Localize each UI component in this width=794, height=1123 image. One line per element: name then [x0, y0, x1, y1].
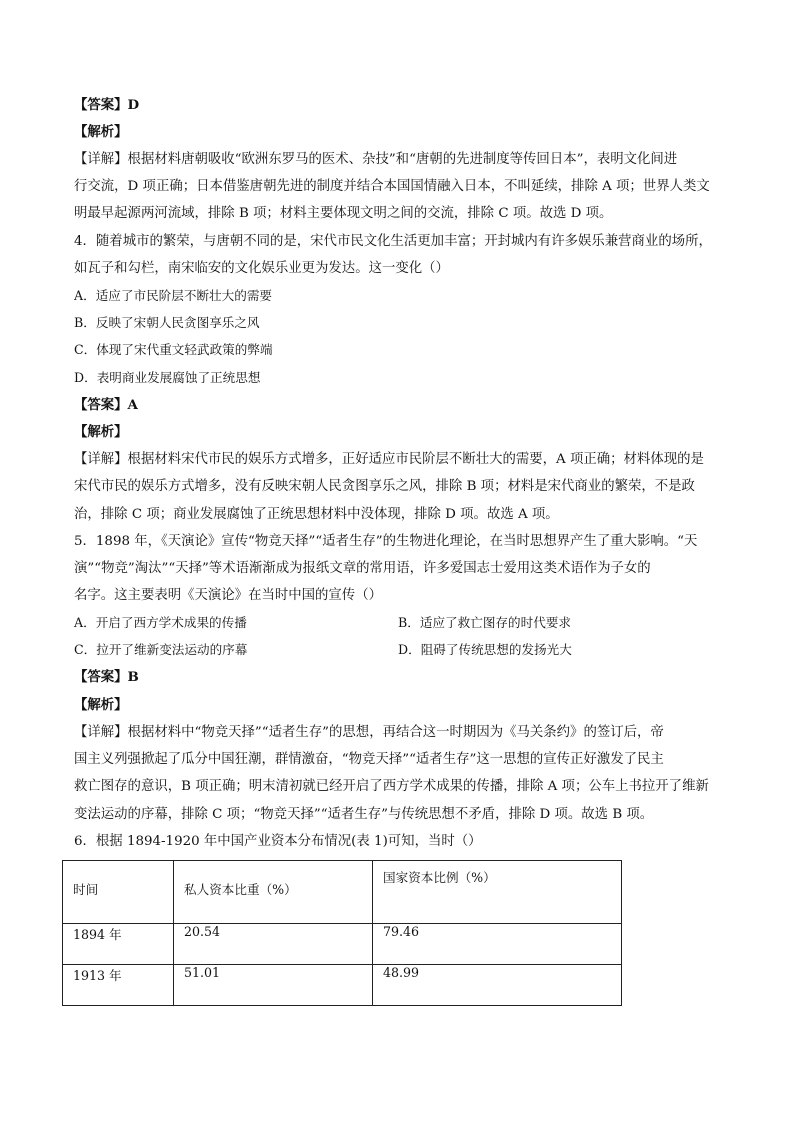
table-header-cell: 时间 — [63, 861, 174, 924]
table-header-cell: 私人资本比重（%） — [174, 861, 373, 924]
table-cell: 1894 年 — [63, 924, 174, 965]
q5-option-a: A．开启了西方学术成果的传播 — [74, 615, 247, 630]
capital-distribution-table — [62, 860, 622, 1006]
table-row — [63, 965, 622, 1006]
table-cell: 48.99 — [373, 965, 622, 1006]
q3-analysis-label: 【解析】 — [74, 124, 128, 140]
table-cell: 79.46 — [373, 924, 622, 965]
q5-option-b: B．适应了救亡图存的时代要求 — [398, 615, 571, 630]
q5-stem-line: 演”“物竞”淘汰”“天择”等术语渐渐成为报纸文章的常用语，许多爱国志士爱用这类术语作为子女的 — [74, 561, 651, 576]
q4-option-d: D．表明商业发展腐蚀了正统思想 — [74, 370, 261, 385]
q5-option-c: C．拉开了维新变法运动的序幕 — [74, 642, 248, 657]
q5-detail-line: 救亡图存的意识，B 项正确；明末清初就已经开启了西方学术成果的传播，排除 A 项；公车上书拉开了维新 — [74, 779, 709, 794]
q5-detail-line: 国主义列强掀起了瓜分中国狂潮，群情激奋，“物竞天择”“适者生存”这一思想的宣传正好激发了民主 — [74, 752, 664, 767]
table-header-cell: 国家资本比例（%） — [373, 861, 622, 924]
q4-detail-line: 【详解】根据材料宋代市民的娱乐方式增多，正好适应市民阶层不断壮大的需要，A 项正确；材料体现的是 — [74, 452, 704, 467]
q4-stem-line: 如瓦子和勾栏，南宋临安的文化娱乐业更为发达。这一变化（） — [74, 261, 449, 276]
table-cell: 51.01 — [174, 965, 373, 1006]
table-header-row — [63, 861, 622, 924]
q3-detail-line: 【详解】根据材料唐朝吸收“欧洲东罗马的医术、杂技”和“唐朝的先进制度等传回日本”，表明文化间进 — [74, 152, 678, 167]
q5-stem-line: 5．1898 年，《天演论》宣传“物竞天择”“适者生存”的生物进化理论，在当时思想界产生了重大影响。“天 — [74, 534, 698, 549]
q5-detail-line: 变法运动的序幕，排除 C 项；“物竞天择”“适者生存”与传统思想不矛盾，排除 D 项。故选 B 项。 — [74, 807, 654, 822]
q5-detail-line: 【详解】根据材料中“物竞天择”“适者生存”的思想，再结合这一时期因为《马关条约》的签订后，帝 — [74, 725, 664, 740]
q4-option-b: B．反映了宋朝人民贪图享乐之风 — [74, 315, 260, 330]
table-cell: 20.54 — [174, 924, 373, 965]
table-cell: 1913 年 — [63, 965, 174, 1006]
q5-option-d: D．阻碍了传统思想的发扬光大 — [398, 642, 572, 657]
q5-stem-line: 名字。这主要表明《天演论》在当时中国的宣传（） — [74, 588, 382, 603]
q4-stem-line: 4．随着城市的繁荣，与唐朝不同的是，宋代市民文化生活更加丰富；开封城内有许多娱乐兼营商业的场所， — [74, 234, 712, 249]
q5-answer: 【答案】B — [74, 669, 139, 685]
q6-stem: 6．根据 1894-1920 年中国产业资本分布情况(表 1)可知，当时（） — [74, 834, 482, 849]
q4-option-c: C．体现了宋代重文轻武政策的弊端 — [74, 342, 273, 357]
q3-detail-line: 行交流，D 项正确；日本借鉴唐朝先进的制度并结合本国国情融入日本，不叫延续，排除 A 项；世界人类文 — [74, 179, 710, 194]
table-row — [63, 924, 622, 965]
q3-answer: 【答案】D — [74, 97, 140, 113]
q4-answer: 【答案】A — [74, 397, 138, 413]
q3-detail-line: 明最早起源两河流域，排除 B 项；材料主要体现文明之间的交流，排除 C 项。故选 D 项。 — [74, 206, 613, 221]
q5-analysis-label: 【解析】 — [74, 697, 128, 713]
q4-option-a: A．适应了市民阶层不断壮大的需要 — [74, 288, 273, 303]
q4-detail-line: 宋代市民的娱乐方式增多，没有反映宋朝人民贪图享乐之风，排除 B 项；材料是宋代商业的繁荣，不是政 — [74, 479, 695, 494]
q4-detail-line: 治，排除 C 项；商业发展腐蚀了正统思想材料中没体现，排除 D 项。故选 A 项。 — [74, 507, 559, 522]
q4-analysis-label: 【解析】 — [74, 424, 128, 440]
